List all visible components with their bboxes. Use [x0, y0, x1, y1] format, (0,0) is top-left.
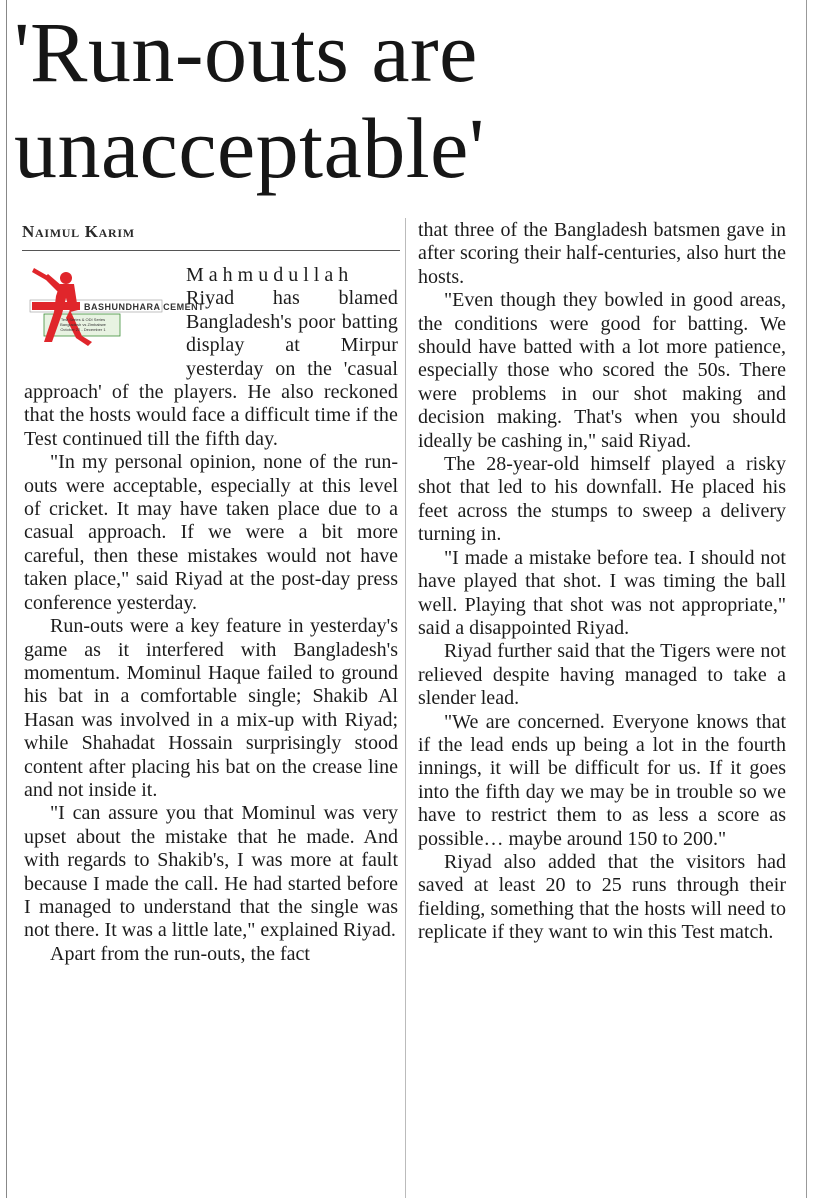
paragraph-10: Riyad further said that the Tigers were not relieved despite having managed to take a slender lead.	[418, 640, 786, 710]
paragraph-1-rest: Riyad has blamed Bangladesh's poor batting display at Mirpur yesterday on the 'casual approach' of the players. He also reckoned that the hosts would face a difficult time if the Test continued till the fifth day.	[24, 287, 398, 450]
paragraph-9: "I made a mistake before tea. I should not have played that shot. I was timing the ball well. Playing that shot was not appropriate," said a disappointed Riyad.	[418, 546, 786, 639]
sponsor-brand-text: BASHUNDHARA CEMENT	[84, 302, 205, 312]
article-column-1	[24, 264, 398, 966]
paragraph-2: "In my personal opinion, none of the run-outs were acceptable, especially at this level of cricket. It may have taken place due to a casual approach. If we were a bit more careful, then these mistakes would not have taken place," said Riyad at the post-day press conference yesterday.	[24, 451, 398, 614]
byline: Naimul Karim	[22, 222, 135, 241]
headline	[14, 4, 804, 196]
paragraph-3: Run-outs were a key feature in yesterday's game as it interfered with Bangladesh's momentum. Mominul Haque failed to ground his bat in a comfortable single; Shakib Al Hasan was involved in a mix-up with Riyad; while Shahadat Hossain surprisingly stood content after placing his bat on the crease line and not inside it.	[24, 615, 398, 801]
article-column-2	[418, 219, 786, 945]
paragraph-8: The 28-year-old himself played a risky shot that led to his downfall. He placed his feet across the stumps to sweep a delivery turning in.	[418, 453, 786, 546]
paragraph-4: "I can assure you that Mominul was very upset about the mistake that he made. And with regards to Shakib's, I was more at fault because I made the call. He had started before I managed to understand that the single was not there. It was a little late," explained Riyad.	[24, 802, 398, 942]
right-column-rule	[806, 0, 807, 1198]
headline-line-1: 'Run-outs are	[14, 4, 478, 100]
headline-line-2: unacceptable'	[14, 100, 485, 196]
sponsor-sub-line-3: October 22 - December 1	[60, 327, 106, 332]
logo-spacer	[24, 264, 182, 358]
paragraph-11: "We are concerned. Everyone knows that if the lead ends up being a lot in the fourth innings, it will be difficult for us. If it goes into the fifth day we may be in trouble so we have to restrict them to as less a score as possible… maybe around 150 to 200."	[418, 710, 786, 850]
sponsor-sub-line-2: Bangladesh vs Zimbabwe	[60, 322, 106, 327]
byline-divider	[22, 250, 400, 251]
paragraph-5: Apart from the run-outs, the fact	[50, 942, 310, 965]
sponsor-sub-line-1: Test Series & ODI Series	[60, 317, 106, 322]
first-word: Mahmudullah	[186, 264, 354, 286]
paragraph-7: "Even though they bowled in good areas, the conditions were good for batting. We should have batted with a lot more patience, especially those who scored the 50s. There were problems in our shot making and decision making. That's when you should ideally be cashing in," said Riyad.	[418, 289, 786, 452]
paragraph-6: that three of the Bangladesh batsmen gave in after scoring their half-centuries, also hurt the hosts.	[418, 219, 786, 288]
paragraph-12: Riyad also added that the visitors had saved at least 20 to 25 runs through their fielding, something that the hosts will need to replicate if they want to win this Test match.	[418, 850, 786, 944]
column-divider	[405, 218, 406, 1198]
left-column-rule	[6, 0, 7, 1198]
